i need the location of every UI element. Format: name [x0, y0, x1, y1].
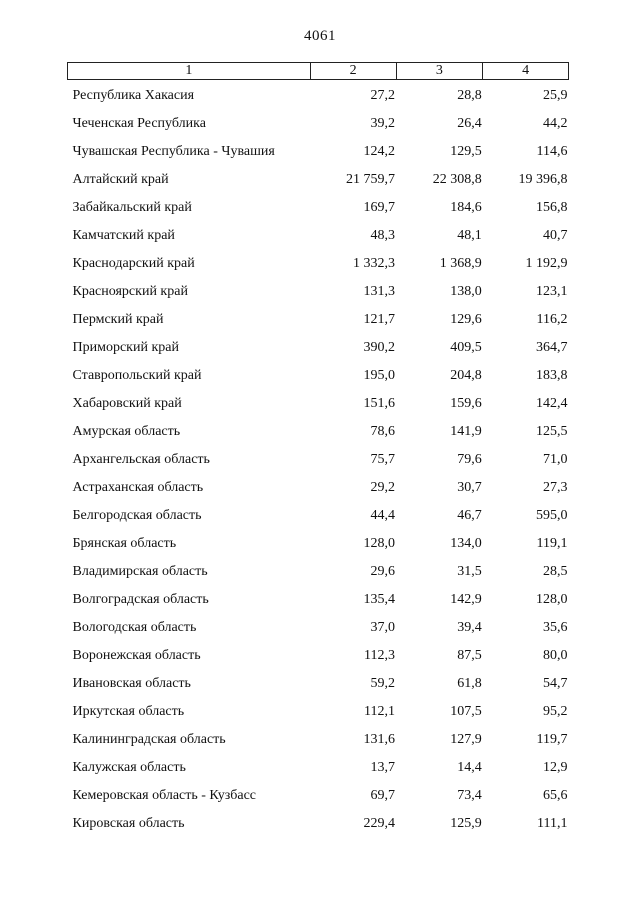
value-cell-col-4: 1 192,9: [525, 256, 568, 271]
region-name-cell: Красноярский край: [72, 284, 188, 299]
value-cell-col-3: 129,6: [450, 312, 482, 327]
table-row: [68, 278, 569, 306]
value-cell-col-2: 121,7: [363, 312, 395, 327]
table-row: [68, 670, 569, 698]
value-cell-col-3: 107,5: [450, 704, 482, 719]
value-cell-col-4: 128,0: [536, 592, 568, 607]
value-cell-col-3: 46,7: [457, 508, 482, 523]
table-row: [68, 754, 569, 782]
table-row: [68, 194, 569, 222]
region-name-cell: Волгоградская область: [72, 592, 209, 607]
header-row: [68, 63, 569, 80]
value-cell-col-3: 159,6: [450, 396, 482, 411]
value-cell-col-2: 44,4: [370, 508, 395, 523]
value-cell-col-2: 229,4: [363, 816, 395, 831]
table-row: [68, 810, 569, 838]
value-cell-col-4: 183,8: [536, 368, 568, 383]
value-cell-col-4: 19 396,8: [518, 172, 568, 187]
table-row: [68, 698, 569, 726]
value-cell-col-3: 61,8: [457, 676, 482, 691]
value-cell-col-2: 78,6: [370, 424, 395, 439]
value-cell-col-3: 138,0: [450, 284, 482, 299]
value-cell-col-3: 134,0: [450, 536, 482, 551]
value-cell-col-4: 80,0: [543, 648, 568, 663]
region-name-cell: Астраханская область: [72, 480, 204, 495]
value-cell-col-3: 14,4: [457, 760, 482, 775]
value-cell-col-3: 1 368,9: [439, 256, 482, 271]
region-name-cell: Ставропольский край: [72, 368, 202, 383]
value-cell-col-4: 595,0: [536, 508, 568, 523]
value-cell-col-2: 59,2: [370, 676, 395, 691]
value-cell-col-4: 119,7: [536, 732, 568, 747]
region-name-cell: Республика Хакасия: [72, 88, 195, 103]
value-cell-col-4: 123,1: [536, 284, 568, 299]
table-row: [68, 334, 569, 362]
column-header-4: 4: [483, 63, 569, 80]
value-cell-col-3: 79,6: [457, 452, 482, 467]
value-cell-col-2: 112,3: [364, 648, 395, 663]
value-cell-col-2: 390,2: [363, 340, 395, 355]
value-cell-col-4: 119,1: [536, 536, 568, 551]
value-cell-col-3: 204,8: [450, 368, 482, 383]
value-cell-col-3: 129,5: [450, 144, 482, 159]
table-header: [68, 63, 569, 80]
table-row: [68, 80, 569, 111]
value-cell-col-3: 125,9: [450, 816, 482, 831]
column-header-1: 1: [68, 63, 311, 80]
column-header-2: 2: [310, 63, 396, 80]
value-cell-col-2: 37,0: [370, 620, 395, 635]
value-cell-col-4: 27,3: [543, 480, 568, 495]
value-cell-col-2: 112,1: [364, 704, 395, 719]
value-cell-col-2: 195,0: [363, 368, 395, 383]
value-cell-col-2: 169,7: [363, 200, 395, 215]
value-cell-col-4: 95,2: [543, 704, 568, 719]
value-cell-col-2: 69,7: [370, 788, 395, 803]
column-header-3: 3: [396, 63, 483, 80]
value-cell-col-2: 131,3: [363, 284, 395, 299]
value-cell-col-2: 29,2: [370, 480, 395, 495]
table-row: [68, 614, 569, 642]
table-row: [68, 362, 569, 390]
region-name-cell: Калининградская область: [72, 732, 226, 747]
table-row: [68, 222, 569, 250]
table-row: [68, 530, 569, 558]
region-name-cell: Кемеровская область - Кузбасс: [72, 788, 257, 803]
value-cell-col-2: 39,2: [370, 116, 395, 131]
region-name-cell: Белгородская область: [72, 508, 202, 523]
value-cell-col-4: 40,7: [543, 228, 568, 243]
value-cell-col-4: 364,7: [536, 340, 568, 355]
value-cell-col-3: 28,8: [457, 88, 482, 103]
region-name-cell: Алтайский край: [72, 172, 169, 187]
value-cell-col-3: 26,4: [457, 116, 482, 131]
value-cell-col-4: 54,7: [543, 676, 568, 691]
table-row: [68, 138, 569, 166]
table-body: [68, 80, 569, 839]
region-name-cell: Владимирская область: [72, 564, 208, 579]
value-cell-col-4: 35,6: [543, 620, 568, 635]
table-row: [68, 110, 569, 138]
region-name-cell: Амурская область: [72, 424, 181, 439]
value-cell-col-3: 127,9: [450, 732, 482, 747]
page-number: 4061: [304, 28, 336, 44]
value-cell-col-2: 27,2: [370, 88, 395, 103]
value-cell-col-3: 22 308,8: [432, 172, 482, 187]
value-cell-col-4: 156,8: [536, 200, 568, 215]
value-cell-col-2: 128,0: [363, 536, 395, 551]
value-cell-col-4: 114,6: [536, 144, 568, 159]
table-row: [68, 250, 569, 278]
table-row: [68, 726, 569, 754]
table-row: [68, 586, 569, 614]
table-row: [68, 782, 569, 810]
value-cell-col-3: 30,7: [457, 480, 482, 495]
value-cell-col-4: 12,9: [543, 760, 568, 775]
table-row: [68, 502, 569, 530]
value-cell-col-4: 25,9: [543, 88, 568, 103]
table-row: [68, 474, 569, 502]
value-cell-col-3: 142,9: [450, 592, 482, 607]
region-name-cell: Краснодарский край: [72, 256, 195, 271]
table-row: [68, 418, 569, 446]
value-cell-col-3: 184,6: [450, 200, 482, 215]
value-cell-col-2: 135,4: [363, 592, 395, 607]
value-cell-col-2: 29,6: [370, 564, 395, 579]
value-cell-col-3: 31,5: [457, 564, 482, 579]
table-row: [68, 390, 569, 418]
value-cell-col-3: 73,4: [457, 788, 482, 803]
value-cell-col-3: 48,1: [457, 228, 482, 243]
value-cell-col-2: 21 759,7: [346, 172, 395, 187]
region-name-cell: Хабаровский край: [72, 396, 182, 411]
region-name-cell: Чувашская Республика - Чувашия: [72, 144, 275, 159]
region-name-cell: Иркутская область: [72, 704, 185, 719]
value-cell-col-4: 28,5: [543, 564, 568, 579]
table-row: [68, 166, 569, 194]
region-name-cell: Приморский край: [72, 340, 179, 355]
value-cell-col-4: 142,4: [536, 396, 568, 411]
table-row: [68, 446, 569, 474]
region-name-cell: Брянская область: [72, 536, 177, 551]
value-cell-col-3: 39,4: [457, 620, 482, 635]
region-name-cell: Ивановская область: [72, 676, 191, 691]
value-cell-col-4: 44,2: [543, 116, 568, 131]
value-cell-col-4: 111,1: [537, 816, 568, 831]
value-cell-col-2: 124,2: [363, 144, 395, 159]
value-cell-col-4: 116,2: [536, 312, 568, 327]
region-name-cell: Кировская область: [72, 816, 185, 831]
table-row: [68, 306, 569, 334]
region-name-cell: Архангельская область: [72, 452, 210, 467]
value-cell-col-2: 131,6: [363, 732, 395, 747]
value-cell-col-4: 71,0: [543, 452, 568, 467]
value-cell-col-2: 151,6: [363, 396, 395, 411]
region-name-cell: Пермский край: [72, 312, 164, 327]
value-cell-col-3: 141,9: [450, 424, 482, 439]
table-row: [68, 642, 569, 670]
data-table: [67, 62, 569, 838]
region-name-cell: Камчатский край: [72, 228, 175, 243]
value-cell-col-2: 48,3: [370, 228, 395, 243]
table-row: [68, 558, 569, 586]
region-name-cell: Забайкальский край: [72, 200, 192, 215]
value-cell-col-2: 13,7: [370, 760, 395, 775]
region-name-cell: Калужская область: [72, 760, 186, 775]
value-cell-col-3: 87,5: [457, 648, 482, 663]
region-name-cell: Чеченская Республика: [72, 116, 206, 131]
value-cell-col-2: 75,7: [370, 452, 395, 467]
region-name-cell: Воронежская область: [72, 648, 201, 663]
region-name-cell: Вологодская область: [72, 620, 197, 635]
value-cell-col-2: 1 332,3: [353, 256, 395, 271]
value-cell-col-4: 125,5: [536, 424, 568, 439]
value-cell-col-3: 409,5: [450, 340, 482, 355]
value-cell-col-4: 65,6: [543, 788, 568, 803]
